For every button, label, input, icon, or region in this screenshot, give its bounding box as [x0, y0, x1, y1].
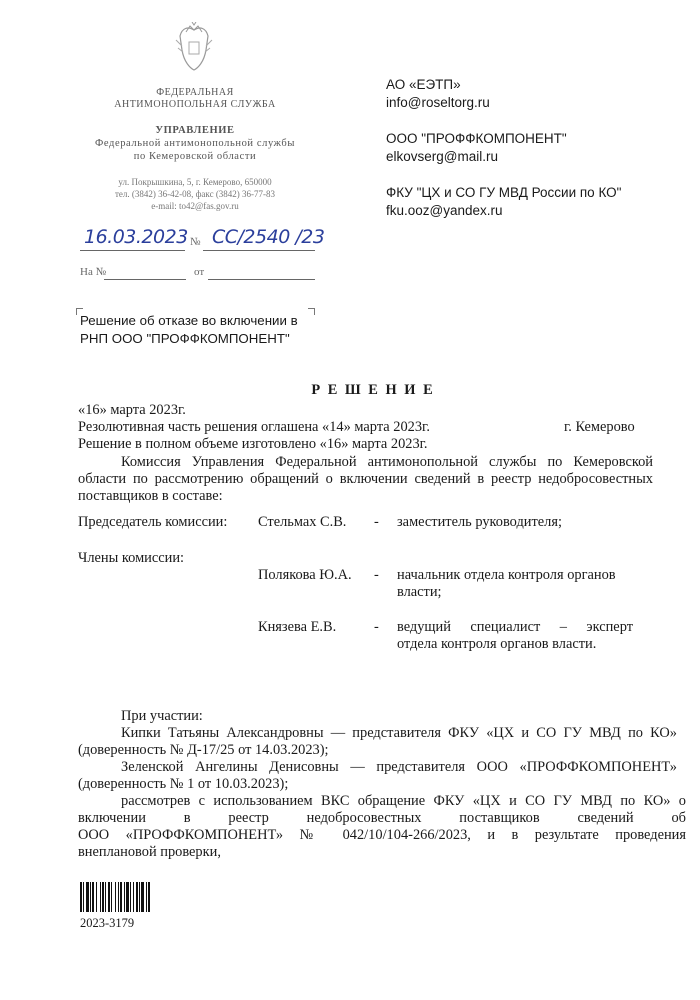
office-name: [70, 124, 320, 163]
member-1-dash: -: [374, 567, 379, 583]
coat-of-arms-icon: [172, 22, 216, 72]
decision-date: «16» марта 2023г.: [78, 402, 186, 418]
member-2-role-line1: ведущий специалист – эксперт: [397, 619, 633, 635]
decision-title: Р Е Ш Е Н И Е: [311, 382, 435, 398]
review-line2: включении в реестр недобросовестных поставщиков сведений об: [78, 810, 686, 826]
recipient-1-email[interactable]: info@roseltorg.ru: [386, 95, 490, 110]
participant-1-line2: (доверенность № Д-17/25 от 14.03.2023);: [78, 742, 329, 758]
subject-line2: РНП ООО "ПРОФФКОМПОНЕНТ": [80, 331, 290, 346]
agency-line1: ФЕДЕРАЛЬНАЯ: [156, 87, 234, 98]
recipient-1-name: АО «ЕЭТП»: [386, 77, 461, 92]
intro-line2: области по рассмотрению обращений о включении сведений в реестр недобросовестных: [78, 471, 653, 487]
recipient-3-name: ФКУ "ЦХ и СО ГУ МВД России по КО": [386, 185, 622, 200]
full-text-line: Решение в полном объеме изготовлено «16» марта 2023г.: [78, 436, 428, 452]
office-line3: по Кемеровской области: [133, 151, 257, 162]
office-line1: УПРАВЛЕНИЕ: [155, 125, 235, 136]
member-1-role-line2: власти;: [397, 584, 442, 600]
chair-name: Стельмах С.В.: [258, 514, 347, 530]
address-line1: ул. Покрышкина, 5, г. Кемерово, 650000: [118, 177, 272, 187]
intro-line1: Комиссия Управления Федеральной антимонопольной службы по Кемеровской: [121, 454, 653, 470]
office-line2: Федеральной антимонопольной службы: [94, 138, 295, 149]
member-2-name: Князева Е.В.: [258, 619, 337, 635]
date-line: [80, 250, 185, 251]
address-line3: e-mail: to42@fas.gov.ru: [151, 201, 239, 211]
ref-number-label: На №: [80, 266, 107, 278]
member-2-role-line2: отдела контроля органов власти.: [397, 636, 597, 652]
member-2-dash: -: [374, 619, 379, 635]
barcode-number: 2023-3179: [80, 916, 135, 930]
recipient-2-email[interactable]: elkovserg@mail.ru: [386, 149, 498, 164]
number-label: №: [190, 236, 201, 248]
recipient-3-email[interactable]: fku.ooz@yandex.ru: [386, 203, 503, 218]
review-line4: внеплановой проверки,: [78, 844, 221, 860]
barcode: [80, 882, 151, 912]
address-line2: тел. (3842) 36-42-08, факс (3842) 36-77-83: [114, 189, 276, 199]
subject-line1: Решение об отказе во включении в: [80, 313, 298, 328]
member-1-role-line1: начальник отдела контроля органов: [397, 567, 616, 583]
city: г. Кемерово: [564, 419, 635, 435]
chair-label: Председатель комиссии:: [78, 514, 228, 530]
review-line1: рассмотрев с использованием ВКС обращение ФКУ «ЦХ и СО ГУ МВД по КО» о: [121, 793, 686, 809]
participant-2-line1: Зеленской Ангелины Денисовны — представителя ООО «ПРОФФКОМПОНЕНТ»: [121, 759, 677, 775]
ref-from-line: [208, 279, 315, 280]
member-1-name: Полякова Ю.А.: [258, 567, 352, 583]
members-label: Члены комиссии:: [78, 550, 185, 566]
ref-number-line: [104, 279, 186, 280]
subject-block: [80, 312, 315, 348]
recipient-2-name: ООО "ПРОФФКОМПОНЕНТ": [386, 131, 567, 146]
chair-role: заместитель руководителя;: [397, 514, 562, 530]
number-line: [203, 250, 315, 251]
resolution-line: Резолютивная часть решения оглашена «14» марта 2023г.: [78, 419, 430, 435]
participant-2-line2: (доверенность № 1 от 10.03.2023);: [78, 776, 289, 792]
intro-line3: поставщиков в составе:: [78, 488, 223, 504]
barcode-bar: [150, 882, 151, 912]
recipients-block: [386, 76, 621, 220]
handwritten-number: СС/2540 /23: [212, 226, 325, 248]
agency-name: [70, 87, 320, 111]
participant-1-line1: Кипки Татьяны Александровны — представителя ФКУ «ЦХ и СО ГУ МВД по КО»: [121, 725, 677, 741]
handwritten-date: 16.03.2023: [84, 226, 188, 248]
agency-line2: АНТИМОНОПОЛЬНАЯ СЛУЖБА: [114, 99, 276, 110]
chair-dash: -: [374, 514, 379, 530]
ref-from-label: от: [194, 266, 205, 278]
office-address: [70, 176, 320, 212]
review-line3: ООО «ПРОФФКОМПОНЕНТ» № 042/10/104-266/2023, и в результате проведения: [78, 827, 686, 843]
participation-lead: При участии:: [121, 708, 203, 724]
